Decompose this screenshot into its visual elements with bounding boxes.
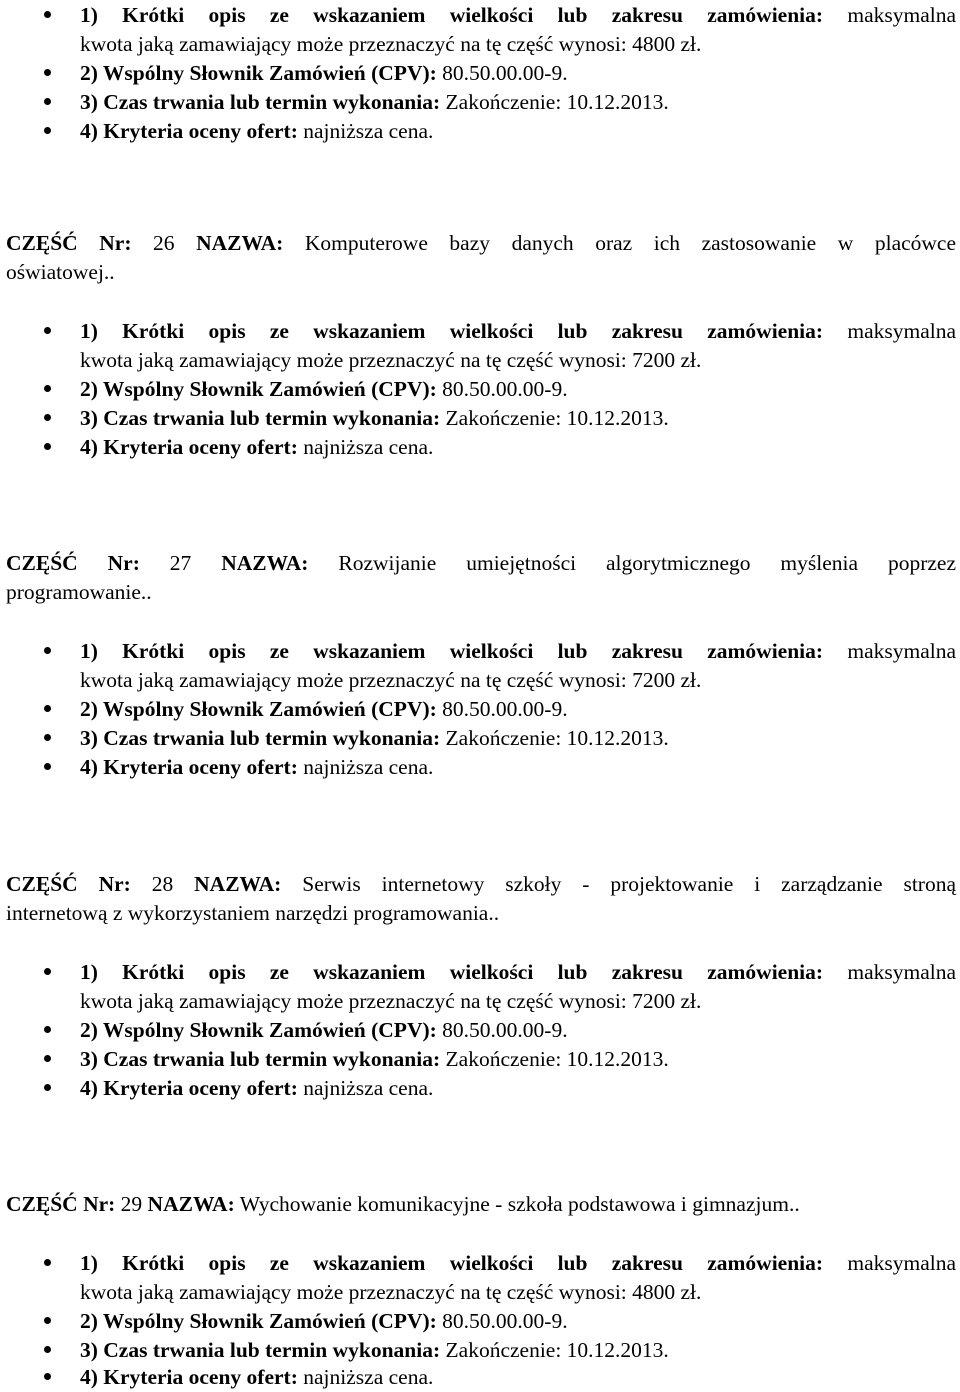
bullet-icon xyxy=(44,11,51,18)
bullet-icon xyxy=(44,1026,51,1033)
list-item: 1) Krótki opis ze wskazaniem wielkości lub zakresu zamówienia: maksymalna xyxy=(80,319,957,343)
list-item-continuation: kwota jaką zamawiający może przeznaczyć na tę część wynosi: 7200 zł. xyxy=(80,668,702,692)
bullet-icon xyxy=(44,1317,51,1324)
list-item: 3) Czas trwania lub termin wykonania: Zakończenie: 10.12.2013. xyxy=(80,90,669,114)
list-item-continuation: kwota jaką zamawiający może przeznaczyć na tę część wynosi: 7200 zł. xyxy=(80,348,702,372)
list-item: 1) Krótki opis ze wskazaniem wielkości lub zakresu zamówienia: maksymalna xyxy=(80,1251,957,1275)
section-heading: CZĘŚĆ Nr: 28 NAZWA: Serwis internetowy szkoły - projektowanie i zarządzanie stroną xyxy=(6,872,957,896)
section-heading: CZĘŚĆ Nr: 29 NAZWA: Wychowanie komunikacyjne - szkoła podstawowa i gimnazjum.. xyxy=(6,1192,800,1216)
list-item: 4) Kryteria oceny ofert: najniższa cena. xyxy=(80,435,434,459)
bullet-icon xyxy=(44,98,51,105)
list-item: 4) Kryteria oceny ofert: najniższa cena. xyxy=(80,1076,434,1100)
bullet-icon xyxy=(44,1259,51,1266)
list-item: 3) Czas trwania lub termin wykonania: Zakończenie: 10.12.2013. xyxy=(80,1047,669,1071)
bullet-icon xyxy=(44,414,51,421)
section-heading-continuation: programowanie.. xyxy=(6,580,152,604)
bullet-icon xyxy=(44,763,51,770)
list-item: 2) Wspólny Słownik Zamówień (CPV): 80.50.00.00-9. xyxy=(80,1309,568,1333)
bullet-icon xyxy=(44,968,51,975)
section-heading-continuation: internetową z wykorzystaniem narzędzi programowania.. xyxy=(6,901,500,925)
list-item: 4) Kryteria oceny ofert: najniższa cena. xyxy=(80,119,434,143)
section-heading: CZĘŚĆ Nr: 27 NAZWA: Rozwijanie umiejętności algorytmicznego myślenia poprzez xyxy=(6,551,957,575)
bullet-icon xyxy=(44,1084,51,1091)
list-item: 3) Czas trwania lub termin wykonania: Zakończenie: 10.12.2013. xyxy=(80,406,669,430)
list-item: 2) Wspólny Słownik Zamówień (CPV): 80.50.00.00-9. xyxy=(80,377,568,401)
bullet-icon xyxy=(44,327,51,334)
section-heading-continuation: oświatowej.. xyxy=(6,260,115,284)
list-item: 4) Kryteria oceny ofert: najniższa cena. xyxy=(80,1365,434,1389)
list-item: 4) Kryteria oceny ofert: najniższa cena. xyxy=(80,755,434,779)
list-item: 1) Krótki opis ze wskazaniem wielkości lub zakresu zamówienia: maksymalna xyxy=(80,3,957,27)
bullet-icon xyxy=(44,127,51,134)
bullet-icon xyxy=(44,443,51,450)
bullet-icon xyxy=(44,69,51,76)
bullet-icon xyxy=(44,647,51,654)
section-heading: CZĘŚĆ Nr: 26 NAZWA: Komputerowe bazy danych oraz ich zastosowanie w placówce xyxy=(6,231,957,255)
list-item-continuation: kwota jaką zamawiający może przeznaczyć na tę część wynosi: 7200 zł. xyxy=(80,989,702,1013)
list-item: 2) Wspólny Słownik Zamówień (CPV): 80.50.00.00-9. xyxy=(80,1018,568,1042)
bullet-icon xyxy=(44,1346,51,1353)
bullet-icon xyxy=(44,1055,51,1062)
list-item: 2) Wspólny Słownik Zamówień (CPV): 80.50.00.00-9. xyxy=(80,697,568,721)
bullet-icon xyxy=(44,385,51,392)
list-item: 3) Czas trwania lub termin wykonania: Zakończenie: 10.12.2013. xyxy=(80,1338,669,1362)
bullet-icon xyxy=(44,1373,51,1380)
bullet-icon xyxy=(44,734,51,741)
list-item-continuation: kwota jaką zamawiający może przeznaczyć na tę część wynosi: 4800 zł. xyxy=(80,1280,702,1304)
list-item-continuation: kwota jaką zamawiający może przeznaczyć na tę część wynosi: 4800 zł. xyxy=(80,32,702,56)
list-item: 1) Krótki opis ze wskazaniem wielkości lub zakresu zamówienia: maksymalna xyxy=(80,960,957,984)
bullet-icon xyxy=(44,705,51,712)
list-item: 3) Czas trwania lub termin wykonania: Zakończenie: 10.12.2013. xyxy=(80,726,669,750)
list-item: 1) Krótki opis ze wskazaniem wielkości lub zakresu zamówienia: maksymalna xyxy=(80,639,957,663)
list-item: 2) Wspólny Słownik Zamówień (CPV): 80.50.00.00-9. xyxy=(80,61,568,85)
